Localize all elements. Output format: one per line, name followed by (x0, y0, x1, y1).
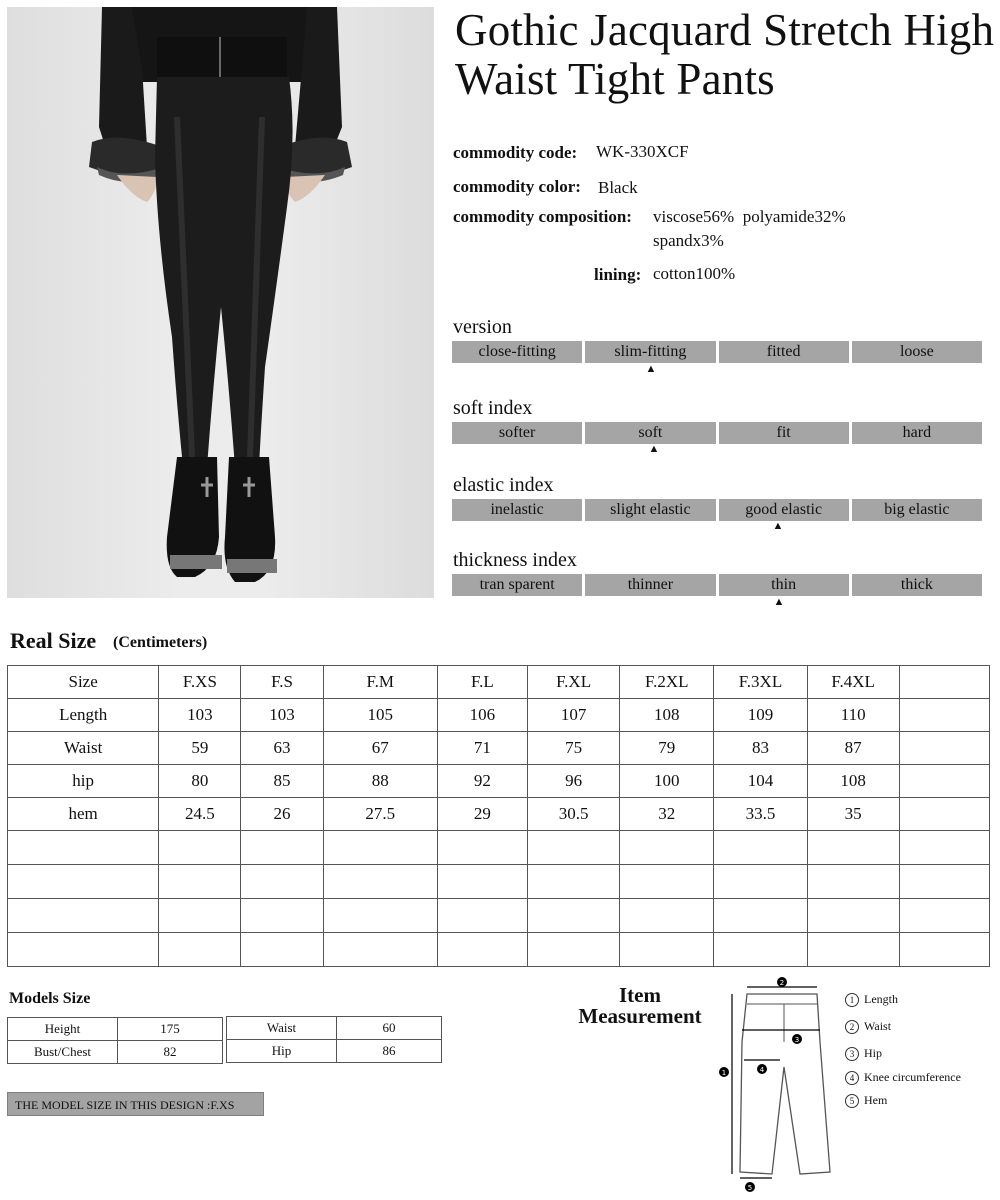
elastic-index-option: slight elastic (585, 499, 715, 521)
legend-number: 1 (845, 993, 859, 1007)
table-row (8, 1018, 223, 1041)
header-cell: F.S (241, 666, 323, 699)
marker-2-label: 2 (779, 979, 785, 987)
thickness-index-option: thin (719, 574, 849, 596)
table-cell: Length (8, 699, 159, 732)
table-row (227, 1040, 442, 1063)
table-cell: Waist (8, 732, 159, 765)
table-cell: 35 (807, 798, 899, 831)
table-cell: 92 (437, 765, 527, 798)
lining-label: lining: (594, 265, 642, 284)
table-cell: hem (8, 798, 159, 831)
table-cell: 30.5 (528, 798, 620, 831)
table-cell: 27.5 (323, 798, 437, 831)
table-cell: 87 (807, 732, 899, 765)
table-row (227, 1017, 442, 1040)
commodity-code-value: WK-330XCF (596, 142, 689, 161)
table-cell: 109 (714, 699, 807, 732)
legend-label: Waist (864, 1019, 892, 1033)
models-size-table-left (7, 1017, 223, 1064)
elastic-index-title: elastic index (453, 474, 554, 496)
empty-cell (8, 933, 159, 967)
marker-5-label: 5 (747, 1184, 753, 1192)
empty-cell (323, 865, 437, 899)
product-title: Gothic Jacquard Stretch High Waist Tight Pants (455, 5, 995, 104)
soft-index-option: fit (719, 422, 849, 444)
legend-number: 5 (845, 1094, 859, 1108)
table-cell: 103 (159, 699, 241, 732)
table-cell: 108 (620, 699, 714, 732)
header-cell: F.XL (528, 666, 620, 699)
empty-cell (437, 933, 527, 967)
table-cell: 29 (437, 798, 527, 831)
table-cell: 71 (437, 732, 527, 765)
empty-cell (714, 831, 807, 865)
table-cell: 26 (241, 798, 323, 831)
empty-cell (807, 899, 899, 933)
legend-label: Knee circumference (864, 1070, 961, 1084)
table-cell: 107 (528, 699, 620, 732)
table-cell: Waist (227, 1017, 337, 1040)
empty-cell (8, 899, 159, 933)
table-cell: 105 (323, 699, 437, 732)
empty-cell (159, 899, 241, 933)
empty-cell (620, 933, 714, 967)
legend-item-length (845, 992, 898, 1007)
table-row (8, 765, 990, 798)
table-cell: 75 (528, 732, 620, 765)
soft-index-title: soft index (453, 397, 533, 419)
table-cell: 106 (437, 699, 527, 732)
commodity-composition-value: viscose56% polyamide32% (653, 207, 846, 226)
soft-index-option: soft (585, 422, 715, 444)
empty-cell (437, 899, 527, 933)
empty-cell (620, 831, 714, 865)
table-row (8, 732, 990, 765)
empty-cell (241, 865, 323, 899)
table-cell: 108 (807, 765, 899, 798)
version-scale (452, 341, 982, 363)
table-cell: 79 (620, 732, 714, 765)
marker-3-label: 3 (794, 1036, 800, 1044)
table-cell: 59 (159, 732, 241, 765)
empty-cell (241, 831, 323, 865)
table-cell (899, 732, 989, 765)
empty-cell (807, 933, 899, 967)
legend-number: 2 (845, 1020, 859, 1034)
header-cell: F.2XL (620, 666, 714, 699)
thickness-index-selected-marker: ▲ (773, 596, 785, 608)
marker-1-label: 1 (721, 1069, 727, 1077)
soft-index-option: hard (852, 422, 982, 444)
elastic-index-option: inelastic (452, 499, 582, 521)
product-photo (7, 7, 434, 598)
soft-index-option: softer (452, 422, 582, 444)
table-cell: 60 (337, 1017, 442, 1040)
thickness-index-option: thick (852, 574, 982, 596)
elastic-index-option: big elastic (852, 499, 982, 521)
thickness-index-title: thickness index (453, 549, 577, 571)
table-cell: 175 (118, 1018, 223, 1041)
empty-cell (323, 899, 437, 933)
table-cell: 67 (323, 732, 437, 765)
real-size-unit: (Centimeters) (113, 634, 208, 651)
thickness-index-scale (452, 574, 982, 596)
legend-label: Length (864, 992, 898, 1006)
item-measurement-title (560, 985, 720, 1027)
empty-row (8, 831, 990, 865)
real-size-table (7, 665, 990, 967)
pants-measurement-diagram (712, 972, 842, 1194)
marker-4-label: 4 (759, 1066, 765, 1074)
thickness-index-option: tran sparent (452, 574, 582, 596)
empty-cell (899, 865, 989, 899)
table-cell: 100 (620, 765, 714, 798)
soft-index-selected-marker: ▲ (648, 443, 660, 455)
empty-row (8, 899, 990, 933)
elastic-index-option: good elastic (719, 499, 849, 521)
empty-cell (528, 831, 620, 865)
empty-cell (528, 933, 620, 967)
table-cell: 33.5 (714, 798, 807, 831)
header-cell: Size (8, 666, 159, 699)
empty-cell (528, 865, 620, 899)
table-cell: 86 (337, 1040, 442, 1063)
models-size-title: Models Size (9, 990, 91, 1007)
model-size-note: THE MODEL SIZE IN THIS DESIGN :F.XS (7, 1092, 264, 1116)
empty-cell (159, 831, 241, 865)
table-cell: 85 (241, 765, 323, 798)
empty-cell (807, 865, 899, 899)
header-cell (899, 666, 989, 699)
commodity-composition-value-2: spandx3% (653, 231, 724, 250)
lining-value: cotton100% (653, 264, 736, 283)
empty-cell (899, 933, 989, 967)
legend-item-hem (845, 1093, 887, 1108)
table-row (8, 1041, 223, 1064)
version-selected-marker: ▲ (645, 363, 657, 375)
empty-cell (620, 865, 714, 899)
empty-cell (437, 865, 527, 899)
empty-cell (8, 865, 159, 899)
table-cell: 63 (241, 732, 323, 765)
commodity-color-label: commodity color: (453, 177, 581, 196)
table-cell: 96 (528, 765, 620, 798)
table-row (8, 798, 990, 831)
legend-label: Hip (864, 1046, 882, 1060)
table-cell: 32 (620, 798, 714, 831)
commodity-composition-label: commodity composition: (453, 207, 632, 226)
table-cell (899, 798, 989, 831)
table-cell: hip (8, 765, 159, 798)
table-cell: 80 (159, 765, 241, 798)
empty-cell (899, 831, 989, 865)
table-cell: Height (8, 1018, 118, 1041)
empty-cell (241, 899, 323, 933)
table-cell: 24.5 (159, 798, 241, 831)
legend-item-waist (845, 1019, 891, 1034)
header-cell: F.L (437, 666, 527, 699)
empty-cell (899, 899, 989, 933)
table-cell (899, 765, 989, 798)
item-measurement-title-line2: Measurement (578, 1004, 702, 1028)
version-option: slim-fitting (585, 341, 715, 363)
empty-cell (714, 933, 807, 967)
empty-cell (159, 933, 241, 967)
table-cell: 88 (323, 765, 437, 798)
empty-cell (159, 865, 241, 899)
real-size-title: Real Size (10, 628, 97, 653)
empty-row (8, 865, 990, 899)
legend-item-knee (845, 1070, 961, 1085)
empty-cell (714, 865, 807, 899)
thickness-index-option: thinner (585, 574, 715, 596)
legend-number: 3 (845, 1047, 859, 1061)
commodity-color-value: Black (598, 178, 638, 197)
elastic-index-scale (452, 499, 982, 521)
table-cell (899, 699, 989, 732)
empty-row (8, 933, 990, 967)
version-option: close-fitting (452, 341, 582, 363)
empty-cell (241, 933, 323, 967)
models-size-table-right (226, 1016, 442, 1063)
version-title: version (453, 316, 512, 338)
empty-cell (437, 831, 527, 865)
empty-cell (323, 933, 437, 967)
table-cell: 83 (714, 732, 807, 765)
table-cell: 104 (714, 765, 807, 798)
table-row (8, 699, 990, 732)
empty-cell (807, 831, 899, 865)
empty-cell (528, 899, 620, 933)
legend-label: Hem (864, 1093, 888, 1107)
table-cell: 82 (118, 1041, 223, 1064)
commodity-code-label: commodity code: (453, 143, 578, 162)
header-cell: F.M (323, 666, 437, 699)
version-option: fitted (719, 341, 849, 363)
version-option: loose (852, 341, 982, 363)
header-cell: F.4XL (807, 666, 899, 699)
empty-cell (323, 831, 437, 865)
legend-item-hip (845, 1046, 882, 1061)
table-cell: Bust/Chest (8, 1041, 118, 1064)
soft-index-scale (452, 422, 982, 444)
header-cell: F.XS (159, 666, 241, 699)
empty-cell (8, 831, 159, 865)
elastic-index-selected-marker: ▲ (772, 520, 784, 532)
header-cell: F.3XL (714, 666, 807, 699)
empty-cell (714, 899, 807, 933)
table-cell: 110 (807, 699, 899, 732)
size-header-row (8, 666, 990, 699)
empty-cell (620, 899, 714, 933)
item-measurement-title-line1: Item (619, 983, 661, 1007)
table-cell: 103 (241, 699, 323, 732)
table-cell: Hip (227, 1040, 337, 1063)
legend-number: 4 (845, 1071, 859, 1085)
